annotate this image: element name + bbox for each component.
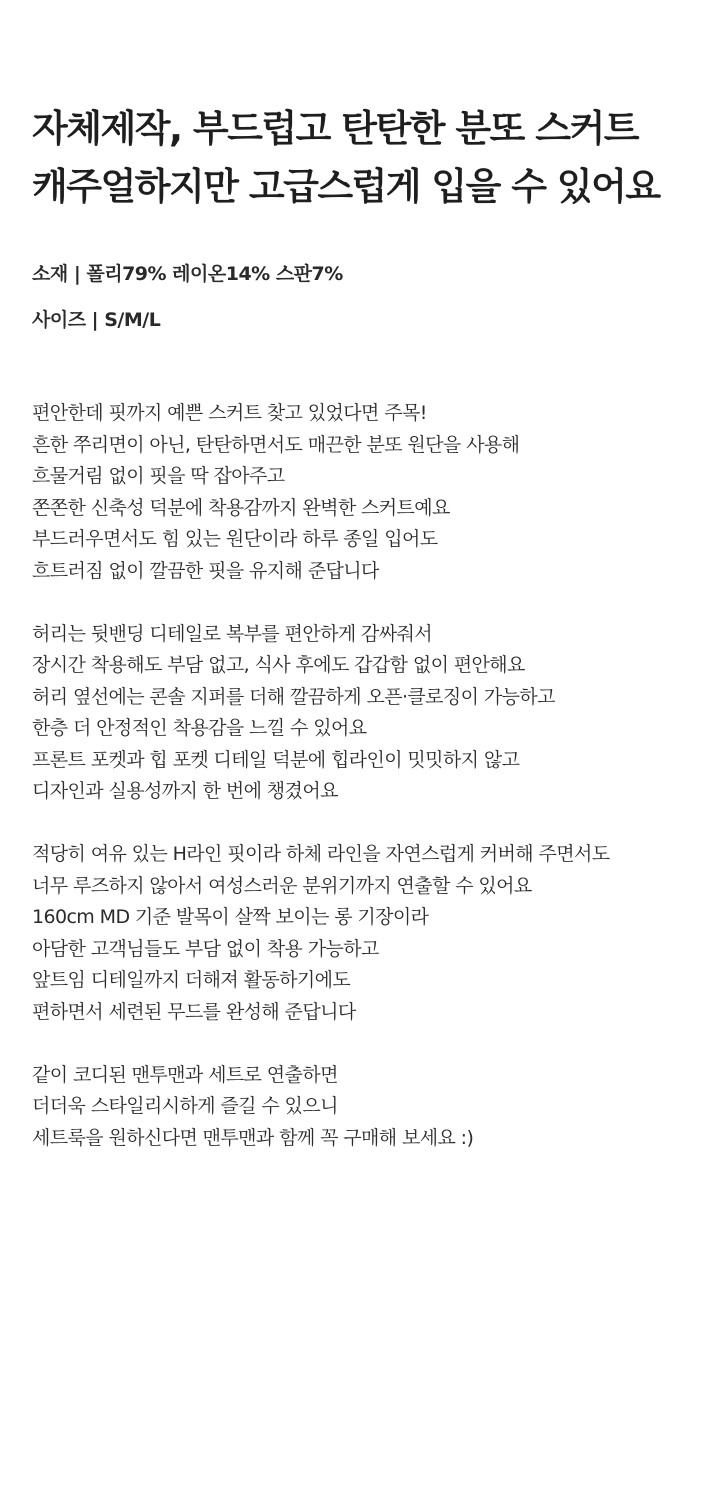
material-spec: 소재 | 폴리79% 레이온14% 스판7% — [32, 263, 343, 285]
text-line: 너무 루즈하지 않아서 여성스러운 분위기까지 연출할 수 있어요 — [32, 874, 532, 897]
text-line: 160cm MD 기준 발목이 살짝 보이는 롱 기장이라 — [32, 906, 429, 928]
text-line: 편안한데 핏까지 예쁜 스커트 찾고 있었다면 주목! — [32, 402, 427, 424]
text-line: 적당히 여유 있는 H라인 핏이라 하체 라인을 자연스럽게 커버해 주면서도 — [32, 843, 610, 865]
text-line: 세트룩을 원하신다면 맨투맨과 함께 꼭 구매해 보세요 :) — [32, 1126, 474, 1149]
description-paragraph-3 — [32, 839, 688, 1028]
product-headline — [32, 100, 688, 216]
text-line: 한층 더 안정적인 착용감을 느낄 수 있어요 — [32, 717, 367, 739]
text-line: 프론트 포켓과 힙 포켓 디테일 덕분에 힙라인이 밋밋하지 않고 — [32, 748, 520, 771]
text-line: 편하면서 세련된 무드를 완성해 준답니다 — [32, 1000, 356, 1023]
text-line: 부드러우면서도 힘 있는 원단이라 하루 종일 입어도 — [32, 528, 438, 550]
size-spec: 사이즈 | S/M/L — [32, 309, 161, 331]
headline-line-2: 캐주얼하지만 고급스럽게 입을 수 있어요 — [32, 165, 660, 208]
description-paragraph-2 — [32, 619, 688, 808]
text-line: 앞트임 디테일까지 더해져 활동하기에도 — [32, 969, 351, 991]
text-line: 허리는 뒷밴딩 디테일로 복부를 편안하게 감싸줘서 — [32, 622, 433, 645]
text-line: 흐물거림 없이 핏을 딱 잡아주고 — [32, 465, 285, 487]
description-paragraph-4 — [32, 1060, 688, 1155]
description-paragraph-1 — [32, 398, 688, 587]
headline-line-1: 자체제작, 부드럽고 탄탄한 분또 스커트 — [32, 107, 638, 150]
text-line: 허리 옆선에는 콘솔 지퍼를 더해 깔끔하게 오픈·클로징이 가능하고 — [32, 685, 555, 708]
product-specs — [32, 256, 343, 348]
text-line: 아담한 고객님들도 부담 없이 착용 가능하고 — [32, 937, 379, 960]
text-line: 같이 코디된 맨투맨과 세트로 연출하면 — [32, 1063, 338, 1086]
product-description — [32, 398, 688, 1186]
text-line: 장시간 착용해도 부담 없고, 식사 후에도 갑갑함 없이 편안해요 — [32, 654, 525, 676]
text-line: 흐트러짐 없이 깔끔한 핏을 유지해 준답니다 — [32, 559, 379, 582]
text-line: 디자인과 실용성까지 한 번에 챙겼어요 — [32, 780, 338, 802]
text-line: 더더욱 스타일리시하게 즐길 수 있으니 — [32, 1095, 338, 1117]
text-line: 쫀쫀한 신축성 덕분에 착용감까지 완벽한 스커트예요 — [32, 496, 450, 519]
text-line: 흔한 쭈리면이 아닌, 탄탄하면서도 매끈한 분또 원단을 사용해 — [32, 433, 520, 456]
